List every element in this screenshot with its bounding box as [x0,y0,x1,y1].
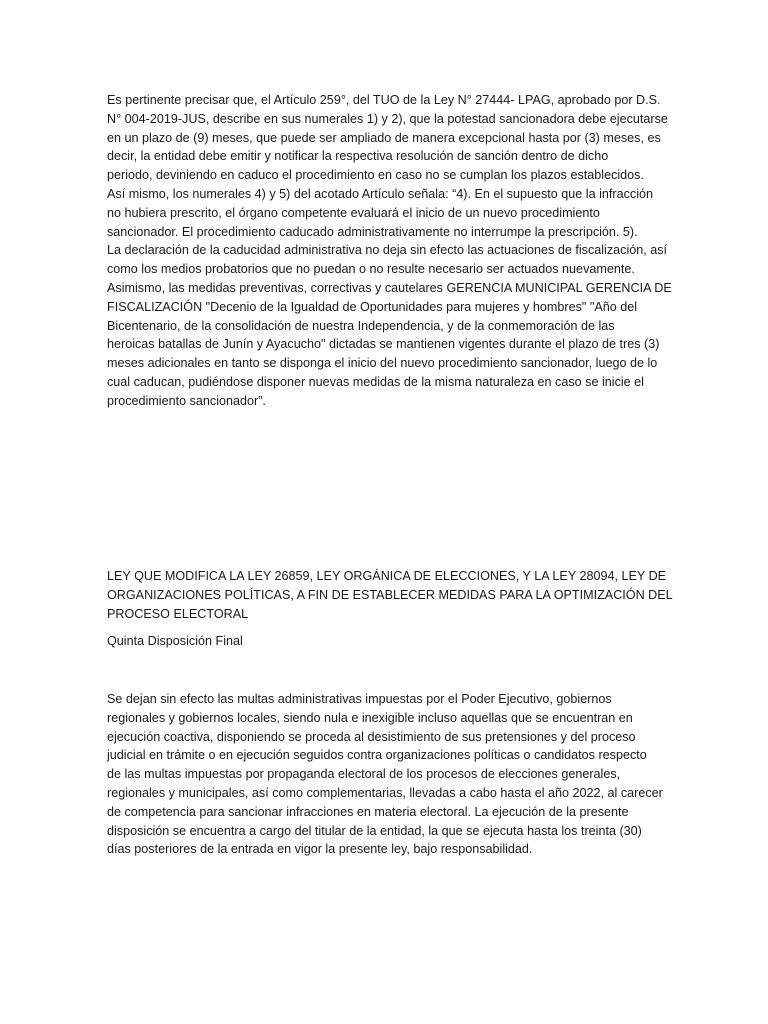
paragraph-line: La declaración de la caducidad administrativa no deja sin efecto las actuaciones de fiscalización, así [107,243,668,258]
paragraph-article-259 [107,91,672,411]
paragraph-line: no hubiera prescrito, el órgano competente evaluará el inicio de un nuevo procedimiento [107,205,600,220]
paragraph-line: N° 004-2019-JUS, describe en sus numerales 1) y 2), que la potestad sancionadora debe ejecutarse [107,111,668,126]
paragraph-line: disposición se encuentra a cargo del titular de la entidad, la que se ejecuta hasta los treinta (30) [107,823,642,838]
paragraph-line: heroicas batallas de Junín y Ayacucho" dictadas se mantienen vigentes durante el plazo de tres (3) [107,337,660,352]
paragraph-line: Bicentenario, de la consolidación de nuestra Independencia, y de la conmemoración de las [107,318,615,333]
paragraph-line: Así mismo, los numerales 4) y 5) del acotado Artículo señala: “4). En el supuesto que la infracción [107,186,654,201]
paragraph-line: como los medios probatorios que no puedan o no resulte necesario ser actuados nuevamente. [107,262,635,277]
paragraph-line: cual caducan, pudiéndose disponer nuevas medidas de la misma naturaleza en caso se inicie el [107,374,644,389]
disposition-heading: Quinta Disposición Final [107,634,243,648]
paragraph-line: periodo, deviniendo en caduco el procedimiento en caso no se cumplan los plazos establecidos. [107,168,644,183]
paragraph-line: de competencia para sancionar infracciones en materia electoral. La ejecución de la presente [107,804,629,819]
paragraph-line: días posteriores de la entrada en vigor la presente ley, bajo responsabilidad. [107,842,533,857]
law-title-line: ORGANIZACIONES POLÍTICAS, A FIN DE ESTABLECER MEDIDAS PARA LA OPTIMIZACIÓN DEL [107,587,673,602]
paragraph-line: en un plazo de (9) meses, que puede ser ampliado de manera excepcional hasta por (3) meses, es [107,130,661,145]
law-title-line: PROCESO ELECTORAL [107,606,249,621]
paragraph-line: regionales y municipales, así como complementarias, llevadas a cabo hasta el año 2022, al carecer [107,785,663,800]
paragraph-line: meses adicionales en tanto se disponga el inicio del nuevo procedimiento sancionador, luego de lo [107,356,658,371]
paragraph-line: Se dejan sin efecto las multas administrativas impuestas por el Poder Ejecutivo, gobiernos [107,692,612,706]
paragraph-line: judicial en trámite o en ejecución seguidos contra organizaciones políticas o candidatos respecto [107,748,647,763]
paragraph-line: regionales y gobiernos locales, siendo nula e inexigible incluso aquellas que se encuentran en [107,710,633,725]
paragraph-line: Es pertinente precisar que, el Artículo 259°, del TUO de la Ley N° 27444- LPAG, aprobado por D.S. [107,93,661,107]
paragraph-line: ejecución coactiva, disponiendo se proceda al desistimiento de sus pretensiones y del proceso [107,729,636,744]
paragraph-line: sancionador. El procedimiento caducado administrativamente no interrumpe la prescripción. 5). [107,224,638,239]
paragraph-line: decir, la entidad debe emitir y notificar la respectiva resolución de sanción dentro de dicho [107,149,609,164]
paragraph-line: FISCALIZACIÓN "Decenio de la Igualdad de Oportunidades para mujeres y hombres" "Año del [107,299,638,314]
law-title-line: LEY QUE MODIFICA LA LEY 26859, LEY ORGÁNICA DE ELECCIONES, Y LA LEY 28094, LEY DE [107,569,667,583]
paragraph-line: Asimismo, las medidas preventivas, correctivas y cautelares GERENCIA MUNICIPAL GERENCIA DE [107,280,672,295]
paragraph-line: de las multas impuestas por propaganda electoral de los procesos de elecciones generales, [107,767,621,782]
law-title [107,567,673,623]
paragraph-fifth-disposition [107,690,663,859]
paragraph-line: procedimiento sancionador”. [107,393,266,408]
